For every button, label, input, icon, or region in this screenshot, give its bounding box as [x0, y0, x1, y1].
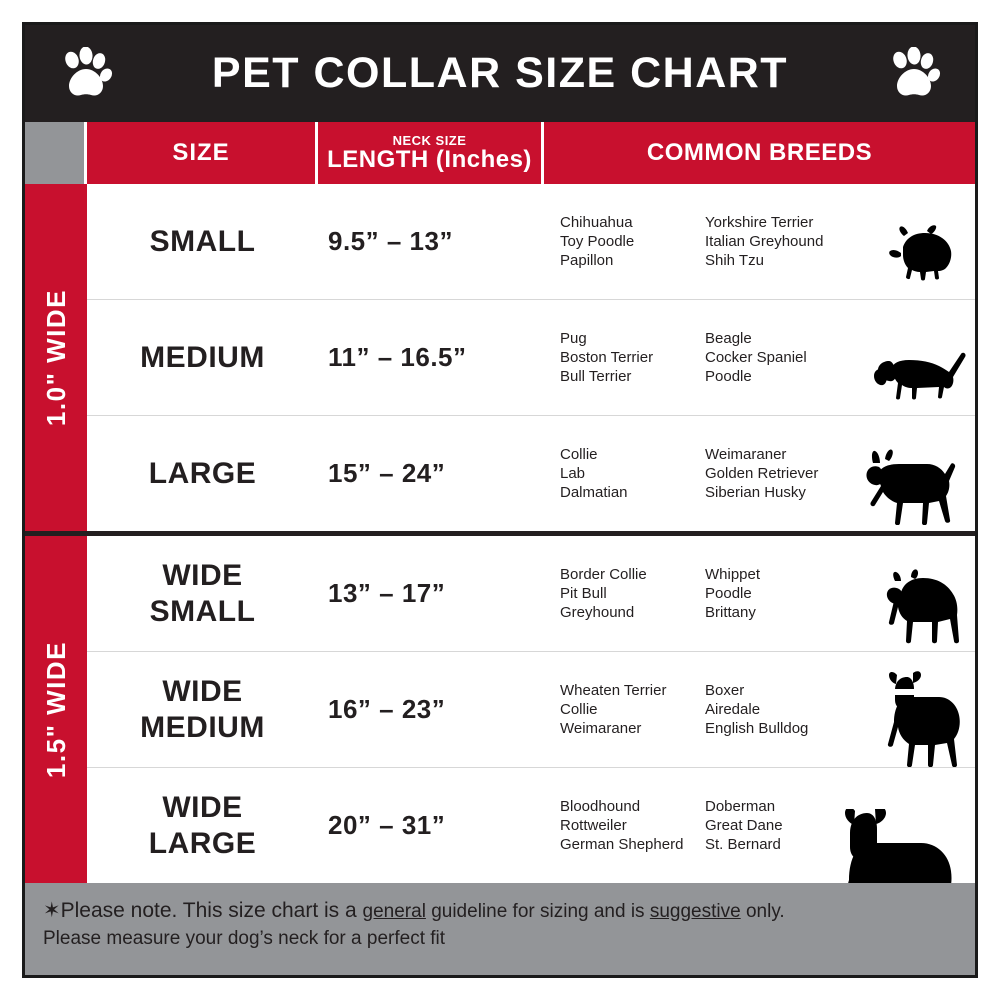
- footer-underline-general: general: [362, 901, 426, 922]
- column-header-length: [318, 122, 544, 184]
- breed-column-1: Pug Boston Terrier Bull Terrier: [560, 330, 654, 385]
- cell-length: 15” – 24”: [328, 458, 446, 488]
- large-dog-silhouette: [865, 445, 969, 525]
- cell-length: 9.5” – 13”: [328, 226, 453, 256]
- cell-breeds: [544, 300, 975, 415]
- breed-column-1: Border Collie Pit Bull Greyhound: [560, 566, 647, 621]
- column-header-length-inches: LENGTH (Inches): [327, 145, 532, 173]
- paw-print-icon: [59, 47, 113, 101]
- footer-line-2: Please measure your dog’s neck for a perfect fit: [43, 928, 446, 949]
- dachshund-silhouette: [873, 339, 969, 403]
- cell-size: SMALL: [149, 224, 256, 258]
- cell-size: MEDIUM: [140, 340, 265, 374]
- column-header-neck-size: NECK SIZE: [392, 132, 467, 148]
- table-row: [87, 536, 975, 652]
- column-header-breeds: COMMON BREEDS: [544, 122, 975, 184]
- cell-breeds: [544, 768, 975, 883]
- chart-header: [25, 25, 975, 122]
- column-header-size: SIZE: [87, 122, 318, 184]
- page-title: PET COLLAR SIZE CHART: [211, 49, 789, 97]
- table-row: [87, 300, 975, 416]
- group-label-1-5-wide: 1.5" WIDE: [25, 536, 87, 883]
- column-header-row: [25, 122, 975, 184]
- cell-size: WIDE LARGE: [148, 790, 257, 860]
- cell-length: 16” – 23”: [328, 694, 446, 724]
- table-body: [25, 184, 975, 883]
- paw-print-icon: [887, 47, 941, 101]
- breed-column-1: Collie Lab Dalmatian: [560, 446, 628, 501]
- table-row: [87, 416, 975, 531]
- table-row: [87, 184, 975, 300]
- footer-underline-suggestive: suggestive: [649, 901, 741, 922]
- table-row: [87, 652, 975, 768]
- breed-column-2: Whippet Poodle Brittany: [705, 566, 761, 621]
- group-label-1-0-wide: 1.0" WIDE: [25, 184, 87, 531]
- cell-size: LARGE: [148, 456, 257, 490]
- breed-column-1: Wheaten Terrier Collie Weimaraner: [560, 682, 667, 737]
- cell-length: 13” – 17”: [328, 578, 446, 608]
- footer-note: [25, 883, 975, 975]
- breed-column-2: Beagle Cocker Spaniel Poodle: [705, 330, 807, 385]
- cell-breeds: [544, 184, 975, 299]
- footer-line-1: ✶Please note. This size chart is a general guideline for sizing and is suggestive only.: [43, 899, 785, 922]
- cell-size: WIDE MEDIUM: [140, 674, 265, 744]
- breed-column-1: Bloodhound Rottweiler German Shepherd: [560, 798, 684, 853]
- small-dog-silhouette: [883, 223, 969, 285]
- breed-column-2: Yorkshire Terrier Italian Greyhound Shih Tzu: [705, 214, 824, 269]
- breed-column-1: Chihuahua Toy Poodle Papillon: [560, 214, 635, 269]
- group-1-0-wide: [25, 184, 975, 536]
- table-row: [87, 768, 975, 883]
- breed-column-2: Boxer Airedale English Bulldog: [705, 682, 809, 737]
- cell-breeds: [544, 416, 975, 531]
- boxer-silhouette: [869, 671, 969, 767]
- bulldog-silhouette: [877, 569, 969, 647]
- breed-column-2: Doberman Great Dane St. Bernard: [705, 798, 783, 853]
- pet-collar-size-chart: [22, 22, 978, 978]
- breed-column-2: Weimaraner Golden Retriever Siberian Husky: [705, 446, 819, 501]
- corner-cell: [25, 122, 87, 184]
- cell-breeds: [544, 652, 975, 767]
- cell-length: 11” – 16.5”: [328, 342, 467, 372]
- cell-breeds: [544, 536, 975, 651]
- group-rows: [87, 184, 975, 531]
- group-1-5-wide: [25, 536, 975, 883]
- cell-size: WIDE SMALL: [149, 558, 256, 628]
- group-rows: [87, 536, 975, 883]
- cell-length: 20” – 31”: [328, 810, 446, 840]
